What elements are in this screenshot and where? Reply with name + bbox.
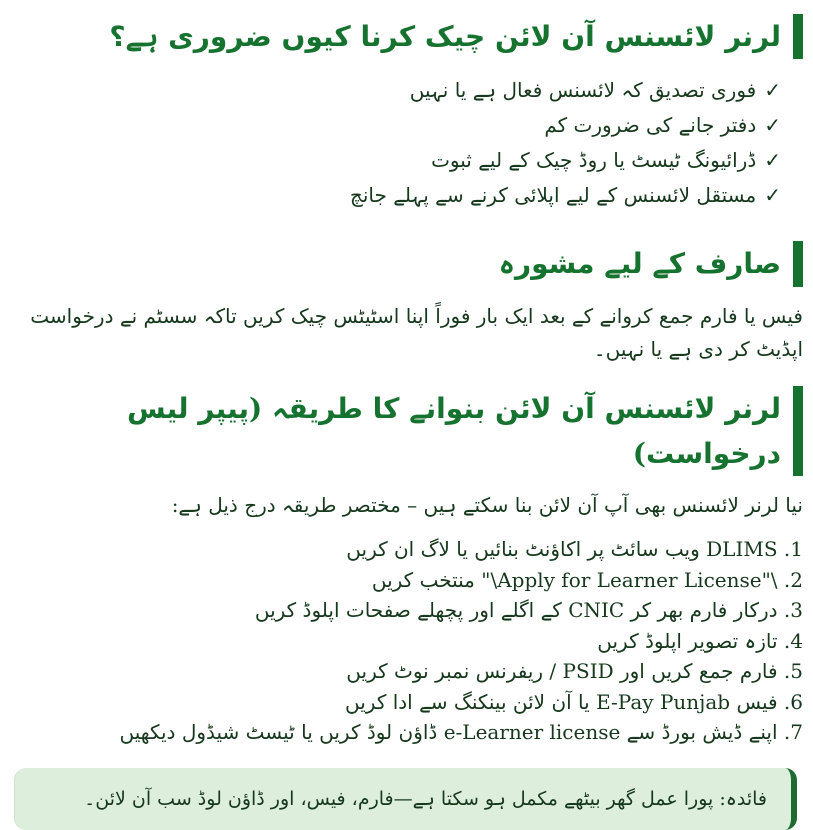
- step-item: 7. اپنے ڈیش بورڈ سے e-Learner license ڈاؤن لوڈ کریں یا ٹیسٹ شیڈول دیکھیں: [119, 720, 803, 745]
- heading-accent-bar: [793, 241, 803, 286]
- step-item: 2. \"Apply for Learner License\" منتخب کریں: [371, 567, 803, 592]
- section-advice-heading: [14, 241, 803, 286]
- benefit-note: [14, 768, 797, 830]
- steps-list: [14, 534, 803, 748]
- checklist-item-text: دفتر جانے کی ضرورت کم: [544, 113, 757, 138]
- advice-paragraph: فیس یا فارم جمع کروانے کے بعد ایک بار فوراً اپنا اسٹیٹس چیک کریں تاکہ سسٹم نے درخواست اپڈیٹ کر دی ہے یا نہیں۔: [30, 303, 803, 361]
- checklist-item: [14, 108, 781, 143]
- apply-intro: نیا لرنر لائسنس بھی آپ آن لائن بنا سکتے ہیں – مختصر طریقہ درج ذیل ہے:: [171, 493, 803, 518]
- step-item: 6. فیس E-Pay Punjab یا آن لائن بینکنگ سے ادا کریں: [345, 689, 803, 714]
- step-item: 3. درکار فارم بھر کر CNIC کے اگلے اور پچھلے صفحات اپلوڈ کریں: [254, 598, 803, 623]
- checkmark-icon: ✓: [764, 183, 781, 208]
- step-item: 4. تازہ تصویر اپلوڈ کریں: [597, 628, 803, 653]
- checklist-item: [14, 73, 781, 108]
- section-apply-heading: [14, 386, 803, 477]
- checklist-item: [14, 143, 781, 178]
- checklist-item: [14, 178, 781, 213]
- section-why-heading: [14, 14, 803, 59]
- checkmark-icon: ✓: [764, 78, 781, 103]
- section-apply-title: لرنر لائسنس آن لائن بنوانے کا طریقہ (پیپر لیس درخواست): [126, 391, 781, 471]
- step-item: 5. فارم جمع کریں اور PSID / ریفرنس نمبر نوٹ کریں: [346, 659, 803, 684]
- benefits-checklist: [14, 73, 781, 213]
- heading-accent-bar: [793, 14, 803, 59]
- benefit-note-text: فائدہ: پورا عمل گھر بیٹھے مکمل ہو سکتا ہے—فارم، فیس، اور ڈاؤن لوڈ سب آن لائن۔: [84, 787, 767, 810]
- section-why-title: لرنر لائسنس آن لائن چیک کرنا کیوں ضروری ہے؟: [109, 20, 781, 53]
- step-item: 1. DLIMS ویب سائٹ پر اکاؤنٹ بنائیں یا لاگ ان کریں: [346, 537, 803, 562]
- checklist-item-text: ڈرائیونگ ٹیسٹ یا روڈ چیک کے لیے ثبوت: [431, 148, 757, 173]
- checkmark-icon: ✓: [764, 148, 781, 173]
- section-advice-title: صارف کے لیے مشورہ: [498, 247, 781, 281]
- checkmark-icon: ✓: [764, 113, 781, 138]
- checklist-item-text: مستقل لائسنس کے لیے اپلائی کرنے سے پہلے جانچ: [349, 183, 757, 208]
- checklist-item-text: فوری تصدیق کہ لائسنس فعال ہے یا نہیں: [409, 78, 757, 103]
- heading-accent-bar: [793, 386, 803, 477]
